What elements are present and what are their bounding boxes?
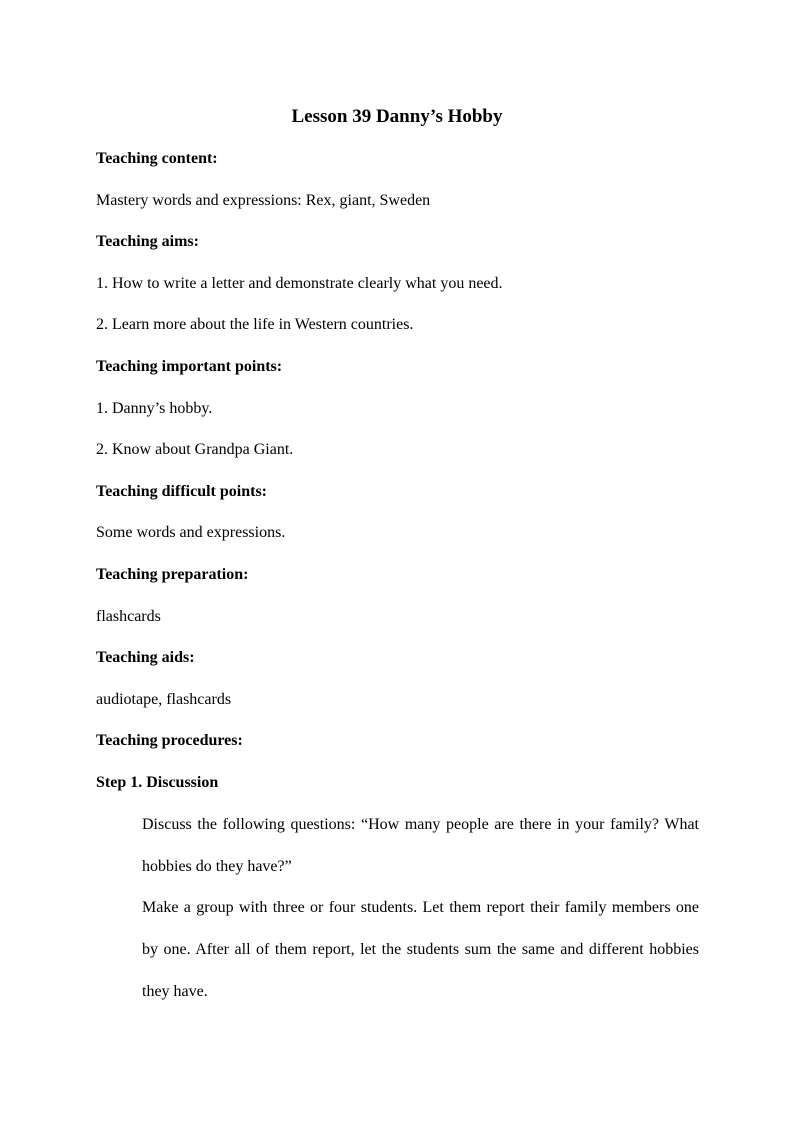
step-1-heading: Step 1. Discussion xyxy=(96,774,219,791)
teaching-aids-heading: Teaching aids: xyxy=(96,649,195,666)
teaching-aims-item-2: 2. Learn more about the life in Western countries. xyxy=(96,316,414,333)
teaching-preparation-heading: Teaching preparation: xyxy=(96,566,249,583)
teaching-aims-item-1: 1. How to write a letter and demonstrate clearly what you need. xyxy=(96,275,503,292)
teaching-difficult-heading: Teaching difficult points: xyxy=(96,483,267,500)
teaching-procedures-heading: Teaching procedures: xyxy=(96,732,243,749)
page-title: Lesson 39 Danny’s Hobby xyxy=(291,106,503,127)
teaching-preparation-text: flashcards xyxy=(96,608,161,625)
teaching-difficult-text: Some words and expressions. xyxy=(96,524,286,541)
teaching-content-heading: Teaching content: xyxy=(96,150,218,167)
teaching-aims-heading: Teaching aims: xyxy=(96,233,199,250)
teaching-important-heading: Teaching important points: xyxy=(96,358,283,375)
teaching-important-item-2: 2. Know about Grandpa Giant. xyxy=(96,441,294,458)
teaching-content-text: Mastery words and expressions: Rex, giant, Sweden xyxy=(96,192,431,209)
teaching-important-item-1: 1. Danny’s hobby. xyxy=(96,400,213,417)
teaching-aids-text: audiotape, flashcards xyxy=(96,691,232,708)
step-1-paragraph-1: Discuss the following questions: “How many people are there in your family? What hobbies do they have?” xyxy=(142,816,699,875)
step-1-paragraph-2: Make a group with three or four students. Let them report their family members one by one. After all of them report, let the students sum the same and different hobbies they have. xyxy=(142,899,699,1000)
